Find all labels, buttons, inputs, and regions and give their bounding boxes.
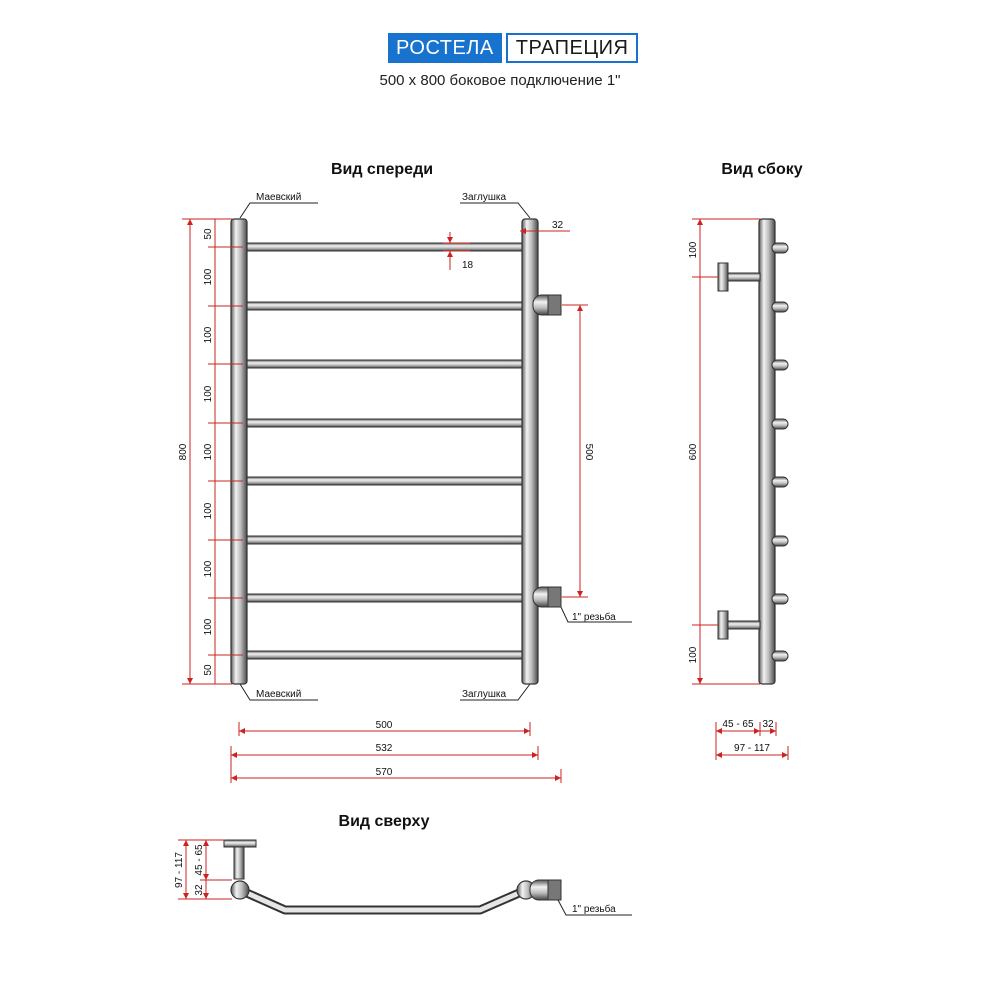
side-dim-mid: 600: [688, 443, 699, 461]
top-depth-dimensions: [178, 840, 232, 899]
top-dim-pipe: 32: [194, 884, 205, 896]
dim-step-3: 100: [203, 385, 214, 403]
dim-step-5: 100: [203, 502, 214, 520]
front-callouts: [240, 192, 632, 700]
front-view-title: Вид спереди: [330, 161, 434, 178]
dim-step-1: 100: [203, 268, 214, 286]
right-riser-pipe: [522, 219, 538, 684]
front-rungs: [242, 243, 527, 659]
brand-name: РОСТЕЛА: [388, 33, 502, 63]
plug-bottom-label: Заглушка: [462, 689, 507, 700]
dim-step-7: 100: [203, 618, 214, 636]
side-wall-brackets: [718, 263, 760, 639]
top-view-body: [224, 840, 561, 910]
top-thread-label: 1" резьба: [572, 904, 616, 915]
top-dim-offset: 45 - 65: [194, 844, 205, 876]
dim-top-offset: 50: [203, 228, 214, 240]
top-view-callout: [558, 900, 632, 915]
side-dim-offset: 45 - 65: [722, 719, 754, 730]
side-riser-pipe: [759, 219, 775, 684]
model-name: ТРАПЕЦИЯ: [506, 33, 639, 63]
left-riser-pipe: [231, 219, 247, 684]
dim-step-6: 100: [203, 560, 214, 578]
top-view-title: Вид сверху: [338, 813, 430, 830]
side-dim-top: 100: [688, 241, 699, 259]
side-view-title: Вид сбоку: [721, 161, 803, 178]
dim-connection-distance: 500: [583, 443, 594, 461]
dim-bottom-offset: 50: [203, 664, 214, 676]
dim-step-2: 100: [203, 326, 214, 344]
dim-total-height: 800: [178, 443, 189, 461]
product-subtitle: 500 х 800 боковое подключение 1": [379, 72, 621, 89]
dim-width-570: 570: [375, 767, 393, 778]
dim-bar-diameter: 18: [462, 260, 474, 271]
maevsky-top-label: Маевский: [256, 192, 302, 203]
dim-width-500: 500: [375, 720, 393, 731]
top-dim-outer: 97 - 117: [174, 852, 185, 888]
maevsky-bottom-label: Маевский: [256, 689, 302, 700]
thread-label: 1" резьба: [572, 612, 616, 623]
dim-step-4: 100: [203, 443, 214, 461]
side-dim-total: 97 - 117: [734, 743, 770, 754]
side-dim-pipe: 32: [762, 719, 774, 730]
front-width-dimensions: [231, 722, 561, 783]
dim-width-532: 532: [375, 743, 393, 754]
dim-pipe-diameter: 32: [552, 220, 564, 231]
plug-top-label: Заглушка: [462, 192, 507, 203]
side-dim-bottom: 100: [688, 646, 699, 664]
